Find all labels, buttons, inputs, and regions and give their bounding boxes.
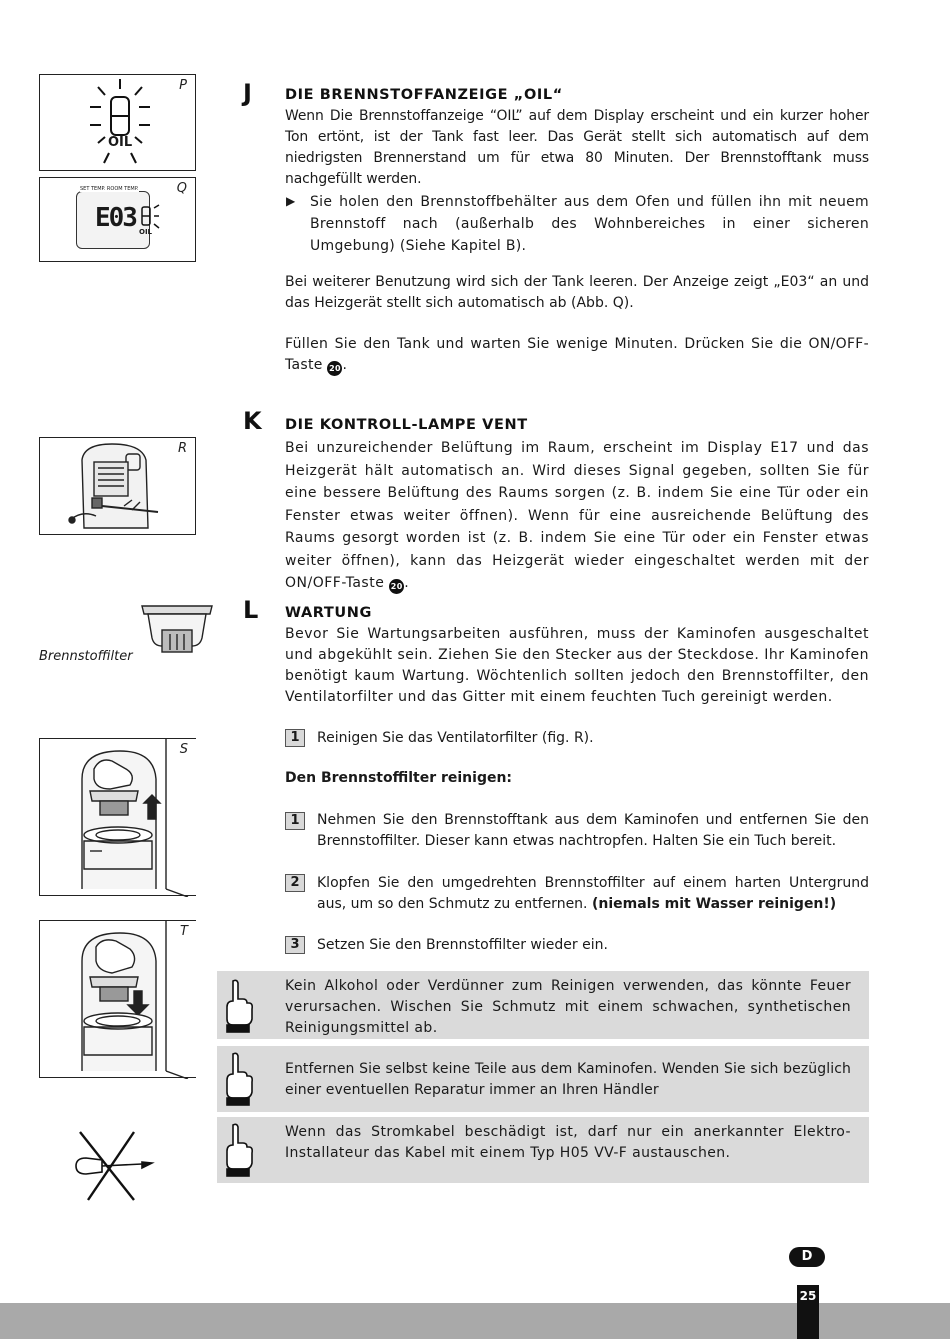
step-text: Nehmen Sie den Brennstofftank aus dem Kaminofen und entfernen Sie den Brennstoffilter. Dieser kann etwas nachtropfen. Halten Sie ein Tuch bereit.: [317, 812, 869, 849]
note-text: Entfernen Sie selbst keine Teile aus dem Kaminofen. Wenden Sie sich bezüglich einer eventuellen Reparatur immer an Ihren Händler: [285, 1061, 851, 1098]
pointing-hand-icon: [221, 979, 255, 1033]
section-k-paragraph-1: Bei unzureichender Belüftung im Raum, erscheint im Display E17 und das Heizgerät hält automatisch an. Wird dieses Signal gegeben, sollten Sie für eine bessere Belüftung des Raums sorgen (z. B. indem Sie eine Tür oder ein Fenster etwas weiter öffnen). Wenn für eine ausreichende Belüftung des Raums gesorgt worden ist (z. B. indem Sie eine Tür oder ein Fenster etwas weiter öffnen), kann das Heizgerät wieder eingeschaltet werden mit der ON/OFF-Taste 20.: [285, 437, 869, 595]
oil-label: OIL: [108, 135, 133, 150]
step-warning-bold: (niemals mit Wasser reinigen!): [591, 896, 837, 912]
button-ref-20-icon: 20: [327, 361, 342, 376]
figure-r: [39, 437, 196, 535]
display-header: SET TEMP. ROOM TEMP.: [80, 186, 139, 192]
filter-cleaning-subheading: Den Brennstoffilter reinigen:: [285, 770, 513, 786]
section-j-bullet: Sie holen den Brennstoffbehälter aus dem Ofen und füllen ihn mit neuem Brennstoff nach (außerhalb des Wohnbereiches in einer sicheren Umgebung) (Siehe Kapitel B).: [310, 194, 869, 254]
fuel-filter-icon: [140, 604, 214, 660]
section-k-paragraph-1-text: Bei unzureichender Belüftung im Raum, erscheint im Display E17 und das Heizgerät hält automatisch an. Wird dieses Signal gegeben, sollten Sie für eine bessere Belüftung des Raums sorgen (z. B. indem Sie eine Tür oder ein Fenster etwas weiter öffnen). Wenn für eine ausreichende Belüftung des Raums gesorgt worden ist (z. B. indem Sie eine Tür oder ein Fenster etwas weiter öffnen), kann das Heizgerät wieder eingeschaltet werden mit der ON/OFF-Taste: [285, 440, 869, 591]
filter-caption: Brennstoffilter: [39, 649, 133, 664]
section-l-paragraph-1: Bevor Sie Wartungsarbeiten ausführen, muss der Kaminofen ausgeschaltet und abgekühlt sein. Ziehen Sie den Stecker aus der Steckdose. Ihr Kaminofen benötigt kaum Wartung. Wöchtenlich sollten jedoch den Brennstoffilter, den Ventilatorfilter und das Gitter mit einem feuchten Tuch gereinigt werden.: [285, 626, 869, 705]
no-screwdriver-icon: [72, 1130, 156, 1202]
heater-fan-filter-icon: [62, 440, 182, 532]
figure-letter: P: [179, 78, 187, 93]
warning-note: [217, 1046, 869, 1112]
warning-note: [217, 1117, 869, 1183]
section-letter-j: J: [243, 79, 252, 107]
oil-indicator-icon: [134, 202, 160, 244]
oil-indicator-icon: [90, 77, 160, 169]
page-number: 25: [797, 1285, 819, 1339]
step-text: Reinigen Sie das Ventilatorfilter (fig. R).: [317, 730, 594, 746]
step-number-box: 1: [285, 812, 305, 830]
language-badge: D: [789, 1247, 825, 1267]
filter-removal-icon: [40, 739, 197, 897]
button-ref-20-icon: 20: [389, 579, 404, 594]
step-text-main: Klopfen Sie den umgedrehten Brennstoffilter auf einem harten Untergrund aus, um so den Schmutz zu entfernen.: [317, 875, 869, 912]
section-title-l: WARTUNG: [285, 605, 372, 621]
figure-t: [39, 920, 196, 1078]
section-j-paragraph-3: Füllen Sie den Tank und warten Sie wenige Minuten. Drücken Sie die ON/OFF-Taste 20 .: [285, 334, 869, 376]
display-code: E03: [95, 203, 136, 233]
pointing-hand-icon: [221, 1052, 255, 1106]
section-title-j: DIE BRENNSTOFFANZEIGE „OIL“: [285, 87, 563, 103]
section-j-paragraph-3-text: Füllen Sie den Tank und warten Sie wenige Minuten. Drücken Sie die ON/OFF-Taste: [285, 336, 869, 373]
filter-insert-icon: [40, 921, 197, 1079]
step-number-box: 1: [285, 729, 305, 747]
pointing-hand-icon: [221, 1123, 255, 1177]
step-text: [317, 873, 869, 915]
figure-s: [39, 738, 196, 896]
section-letter-k: K: [243, 407, 262, 435]
warning-note: [217, 971, 869, 1039]
bullet-arrow-icon: ▶: [286, 194, 296, 208]
figure-letter: Q: [176, 181, 187, 196]
section-j-paragraph-2: Bei weiterer Benutzung wird sich der Tank leeren. Der Anzeige zeigt „E03“ an und das Heizgerät stellt sich automatisch ab (Abb. Q).: [285, 274, 869, 311]
section-j-paragraph-1: Wenn Die Brennstoffanzeige “OIL” auf dem Display erscheint und ein kurzer hoher Ton ertönt, ist der Tank fast leer. Das Gerät stellt sich automatisch auf dem niedrigsten Brennerstand um für etwa 80 Minuten. Der Brennstofftank muss nachgefüllt werden.: [285, 108, 869, 187]
figure-q: [39, 177, 196, 262]
oil-label: OIL: [139, 228, 153, 236]
figure-letter: S: [179, 742, 188, 757]
step-number-box: 2: [285, 874, 305, 892]
note-text: Wenn das Stromkabel beschädigt ist, darf nur ein anerkannter Elektro-Installateur das Kabel mit einem Typ H05 VV-F austauschen.: [285, 1124, 851, 1161]
note-text: Kein Alkohol oder Verdünner zum Reinigen verwenden, das könnte Feuer verursachen. Wischen Sie Schmutz mit einem schwachen, synthetischen Reinigungsmittel ab.: [285, 978, 851, 1036]
figure-letter: T: [180, 924, 188, 939]
section-title-k: DIE KONTROLL-LAMPE VENT: [285, 417, 528, 433]
step-number-box: 3: [285, 936, 305, 954]
step-text: Setzen Sie den Brennstoffilter wieder ein.: [317, 937, 608, 953]
figure-letter: R: [177, 441, 187, 456]
section-letter-l: L: [243, 596, 259, 624]
figure-p: [39, 74, 196, 171]
